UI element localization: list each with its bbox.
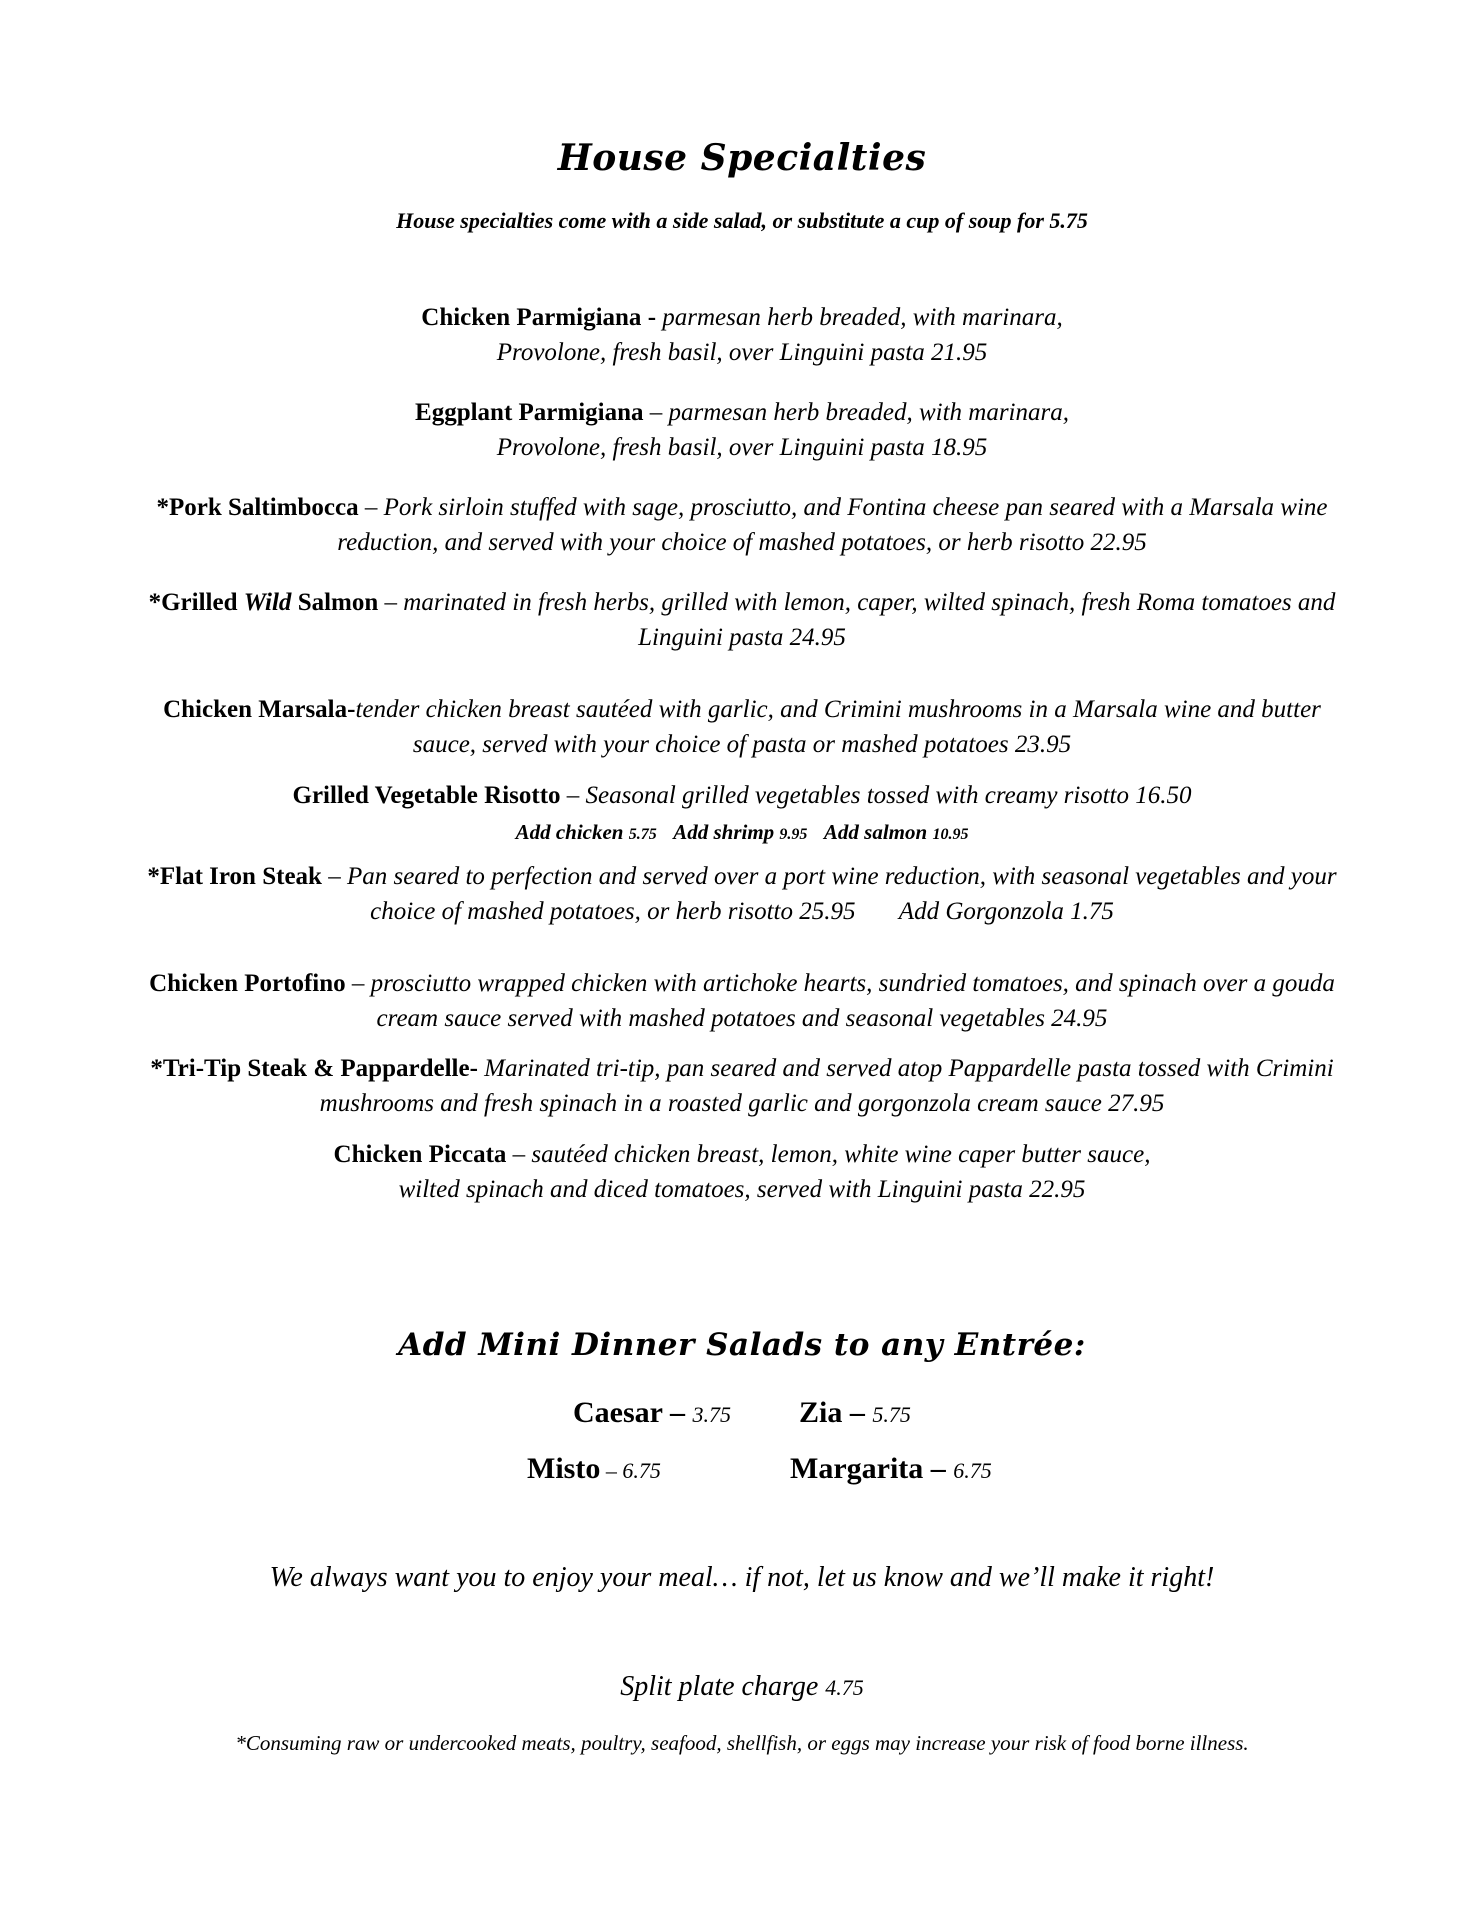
item-description: tender chicken breast sautéed with garlic, and Crimini mushrooms in a Marsala wine and butter (355, 696, 1321, 723)
item-separator: - (641, 304, 663, 331)
page-title: House Specialties (557, 137, 927, 179)
menu-item-pork-saltimbocca (95, 490, 1389, 560)
item-separator: – (345, 970, 371, 997)
salad-zia (799, 1396, 911, 1430)
addon-label: Add salmon (823, 820, 933, 844)
item-description-line2: Linguini pasta 24.95 (638, 624, 846, 651)
item-description: parmesan herb breaded, with marinara, (662, 304, 1063, 331)
item-name: *Pork Saltimbocca (156, 494, 359, 521)
salad-margarita (790, 1452, 992, 1486)
item-name (149, 589, 379, 616)
item-description-line2: wilted spinach and diced tomatoes, served with Linguini pasta 22.95 (398, 1176, 1086, 1203)
item-description-line2: Provolone, fresh basil, over Linguini pasta 18.95 (496, 434, 988, 461)
salad-caesar (573, 1396, 731, 1430)
menu-item-grilled-wild-salmon (85, 585, 1399, 655)
salad-dash: – (923, 1452, 954, 1485)
item-separator: – (321, 863, 347, 890)
split-price: 4.75 (825, 1675, 864, 1700)
item-description: Pork sirloin stuffed with sage, prosciutto, and Fontina cheese pan seared with a Marsala wine (383, 494, 1328, 521)
item-name: *Flat Iron Steak (147, 863, 322, 890)
salad-price: 6.75 (953, 1458, 992, 1483)
page-subtitle: House specialties come with a side salad, or substitute a cup of soup for 5.75 (396, 208, 1088, 233)
item-name: Chicken Piccata (333, 1141, 507, 1168)
item-separator: – (378, 589, 404, 616)
item-description: Marinated tri-tip, pan seared and served atop Pappardelle pasta tossed with Crimini (484, 1055, 1334, 1082)
item-description: parmesan herb breaded, with marinara, (668, 399, 1069, 426)
salad-name: Misto (527, 1452, 601, 1485)
addon-price: 5.75 (628, 826, 657, 843)
menu-item-chicken-portofino (95, 966, 1389, 1036)
item-description-line2: mushrooms and fresh spinach in a roasted garlic and gorgonzola cream sauce 27.95 (319, 1090, 1165, 1117)
menu-item-flat-iron-steak (95, 859, 1389, 929)
item-name-part: *Grilled (148, 589, 244, 616)
item-separator: – (643, 399, 669, 426)
item-name-part: Salmon (291, 589, 379, 616)
salad-dash: – (662, 1396, 693, 1429)
split-label: Split plate charge (620, 1671, 826, 1702)
item-description: prosciutto wrapped chicken with artichoke hearts, sundried tomatoes, and spinach over a gouda (370, 970, 1335, 997)
item-description: Seasonal grilled vegetables tossed with creamy risotto 16.50 (585, 782, 1192, 809)
item-description: marinated in fresh herbs, grilled with lemon, caper, wilted spinach, fresh Roma tomatoes and (403, 589, 1336, 616)
consumer-warning: *Consuming raw or undercooked meats, poultry, seafood, shellfish, or eggs may increase your risk of food borne illness. (235, 1731, 1249, 1755)
salad-price: 6.75 (622, 1458, 661, 1483)
salad-dash: – (600, 1458, 623, 1483)
risotto-addons (0, 818, 1484, 849)
item-description: sautéed chicken breast, lemon, white wine caper butter sauce, (531, 1141, 1151, 1168)
split-plate-charge (0, 1671, 1484, 1703)
menu-item-chicken-piccata (95, 1137, 1389, 1207)
salads-title: Add Mini Dinner Salads to any Entrée: (398, 1327, 1086, 1363)
item-description-line2: Provolone, fresh basil, over Linguini pasta 21.95 (496, 339, 988, 366)
item-name: Chicken Parmigiana (421, 304, 642, 331)
menu-item-grilled-vegetable-risotto (95, 778, 1389, 813)
salad-name: Zia (799, 1396, 843, 1429)
item-name: Chicken Marsala- (163, 696, 356, 723)
menu-item-tri-tip-steak (95, 1051, 1389, 1121)
item-name: Chicken Portofino (149, 970, 346, 997)
salad-name: Caesar (573, 1396, 663, 1429)
addon-label: Add shrimp (673, 820, 780, 844)
salad-name: Margarita (790, 1452, 924, 1485)
item-separator: – (506, 1141, 532, 1168)
addon-label: Add chicken (515, 820, 629, 844)
salad-misto (527, 1452, 661, 1486)
salad-price: 3.75 (692, 1402, 731, 1427)
addon-price: 9.95 (779, 826, 808, 843)
item-separator: – (358, 494, 384, 521)
salad-price: 5.75 (872, 1402, 911, 1427)
salad-dash: – (842, 1396, 873, 1429)
item-description-line2: choice of mashed potatoes, or herb risotto 25.95 Add Gorgonzola 1.75 (370, 898, 1114, 925)
item-description-line2: sauce, served with your choice of pasta or mashed potatoes 23.95 (412, 731, 1072, 758)
item-separator: – (560, 782, 586, 809)
item-name: Grilled Vegetable Risotto (292, 782, 561, 809)
item-name-emphasis: Wild (243, 589, 292, 616)
item-name: Eggplant Parmigiana (415, 399, 644, 426)
item-description-line2: reduction, and served with your choice of mashed potatoes, or herb risotto 22.95 (337, 529, 1147, 556)
addon-price: 10.95 (932, 826, 969, 843)
satisfaction-note: We always want you to enjoy your meal… if not, let us know and we’ll make it right! (269, 1562, 1215, 1593)
menu-item-chicken-parmigiana (95, 300, 1389, 370)
menu-item-chicken-marsala (95, 692, 1389, 762)
item-name: *Tri-Tip Steak & Pappardelle- (150, 1055, 478, 1082)
menu-item-eggplant-parmigiana (95, 395, 1389, 465)
item-description-line2: cream sauce served with mashed potatoes and seasonal vegetables 24.95 (376, 1005, 1108, 1032)
item-description: Pan seared to perfection and served over a port wine reduction, with seasonal vegetables and your (346, 863, 1337, 890)
